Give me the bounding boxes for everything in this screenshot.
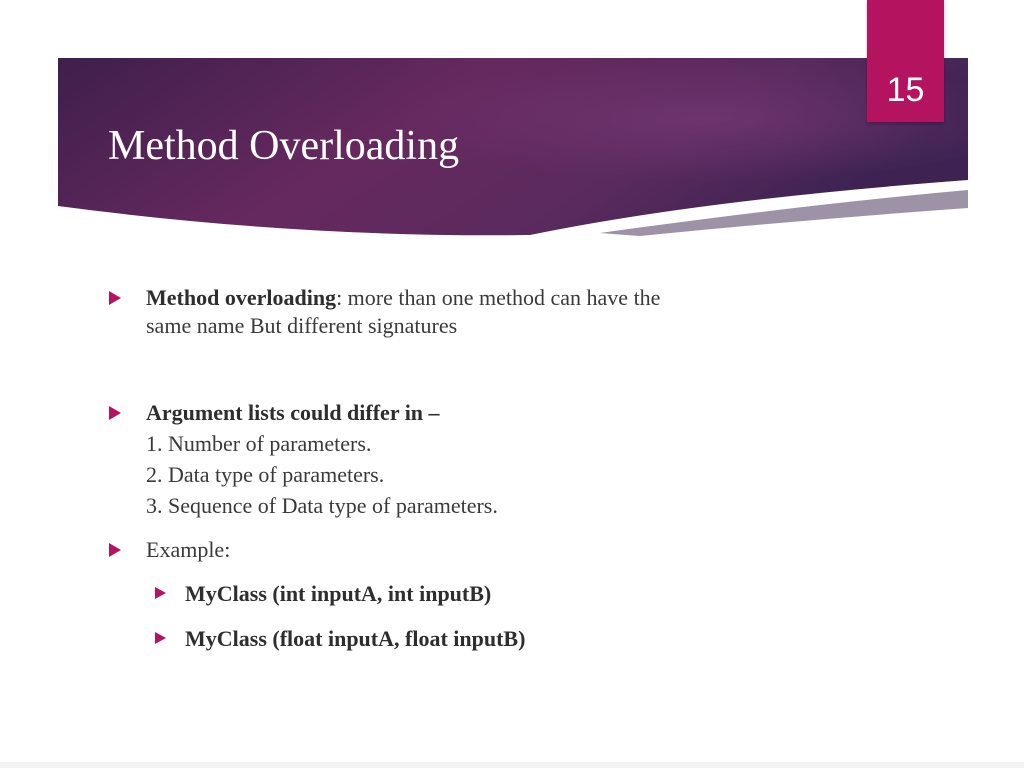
sub-bullet-2: MyClass (float inputA, float inputB) — [185, 626, 526, 651]
bullet-3-text: Example: — [146, 537, 231, 562]
slide-number: 15 — [886, 71, 925, 109]
sub-bullet-arrow-icon — [155, 587, 166, 599]
bullet-1-line-1 — [146, 283, 660, 312]
sub-bullet-1: MyClass (int inputA, int inputB) — [185, 581, 492, 606]
bullet-1-line-2: same name But different signatures — [146, 313, 458, 338]
bullet-2-heading: Argument lists could differ in – — [146, 400, 440, 425]
bullet-arrow-icon — [109, 291, 121, 305]
bullet-2-item-3: 3. Sequence of Data type of parameters. — [146, 493, 498, 518]
bullet-arrow-icon — [109, 543, 121, 557]
bullet-1-term: Method overloading — [146, 285, 337, 310]
slide-number-box — [867, 0, 944, 122]
bottom-rule — [0, 762, 1024, 768]
bullet-arrow-icon — [109, 406, 121, 420]
sub-bullet-arrow-icon — [155, 632, 166, 644]
slide-title: Method Overloading — [108, 123, 460, 169]
bullet-1-definition: : more than one method can have the — [336, 285, 661, 310]
bullet-2-item-1: 1. Number of parameters. — [146, 431, 372, 456]
bullet-2-item-2: 2. Data type of parameters. — [146, 462, 385, 487]
